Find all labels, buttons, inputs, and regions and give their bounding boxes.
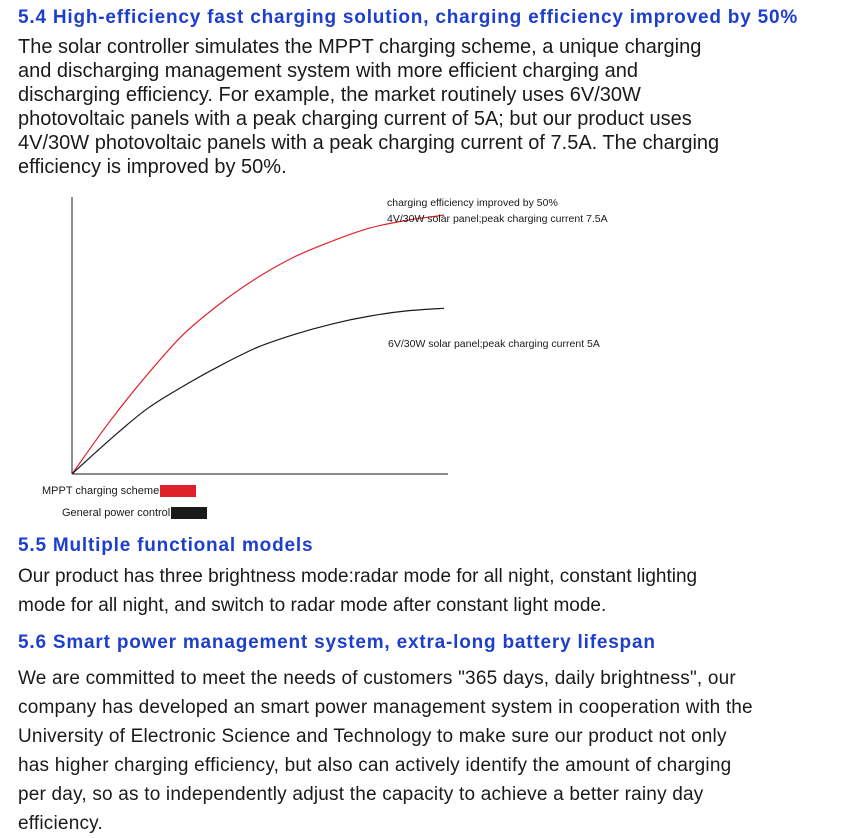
legend-swatch-black <box>171 507 207 519</box>
section-5-5-heading: 5.5 Multiple functional models <box>18 535 314 556</box>
legend-item-general <box>62 507 207 519</box>
paragraph-line: 4V/30W photovoltaic panels with a peak charging current of 7.5A. The charging <box>18 132 720 154</box>
section-5-6-paragraph <box>18 664 753 838</box>
legend-swatch-red <box>160 485 196 497</box>
paragraph-line: We are committed to meet the needs of customers "365 days, daily brightness", our <box>18 668 736 689</box>
annotation-4v-panel: 4V/30W solar panel;peak charging current 7.5A <box>387 213 608 225</box>
paragraph-line: efficiency. <box>18 813 103 834</box>
annotation-efficiency-improved: charging efficiency improved by 50% <box>387 197 558 209</box>
paragraph-line: company has developed an smart power management system in cooperation with the <box>18 697 753 718</box>
paragraph-line: per day, so as to independently adjust the capacity to achieve a better rainy day <box>18 784 704 805</box>
paragraph-line: efficiency is improved by 50%. <box>18 156 287 178</box>
charging-efficiency-chart <box>0 185 700 485</box>
section-5-4-paragraph <box>18 35 719 179</box>
paragraph-line: and discharging management system with more efficient charging and <box>18 60 638 82</box>
paragraph-line: discharging efficiency. For example, the market routinely uses 6V/30W <box>18 84 641 106</box>
paragraph-line: Our product has three brightness mode:radar mode for all night, constant lighting <box>18 566 698 587</box>
legend-label: General power control <box>62 507 171 519</box>
legend-item-mppt <box>42 485 196 497</box>
paragraph-line: University of Electronic Science and Technology to make sure our product not only <box>18 726 727 747</box>
section-5-6-heading: 5.6 Smart power management system, extra-long battery lifespan <box>18 632 656 653</box>
legend-label: MPPT charging scheme <box>42 485 160 497</box>
paragraph-line: has higher charging efficiency, but also can actively identify the amount of charging <box>18 755 732 776</box>
section-5-5-paragraph <box>18 562 697 620</box>
paragraph-line: mode for all night, and switch to radar mode after constant light mode. <box>18 595 607 616</box>
section-5-4-heading: 5.4 High-efficiency fast charging solution, charging efficiency improved by 50% <box>18 7 799 28</box>
paragraph-line: The solar controller simulates the MPPT charging scheme, a unique charging <box>18 36 702 58</box>
paragraph-line: photovoltaic panels with a peak charging current of 5A; but our product uses <box>18 108 692 130</box>
annotation-6v-panel: 6V/30W solar panel;peak charging current 5A <box>388 338 600 350</box>
series-line-general <box>72 308 444 474</box>
